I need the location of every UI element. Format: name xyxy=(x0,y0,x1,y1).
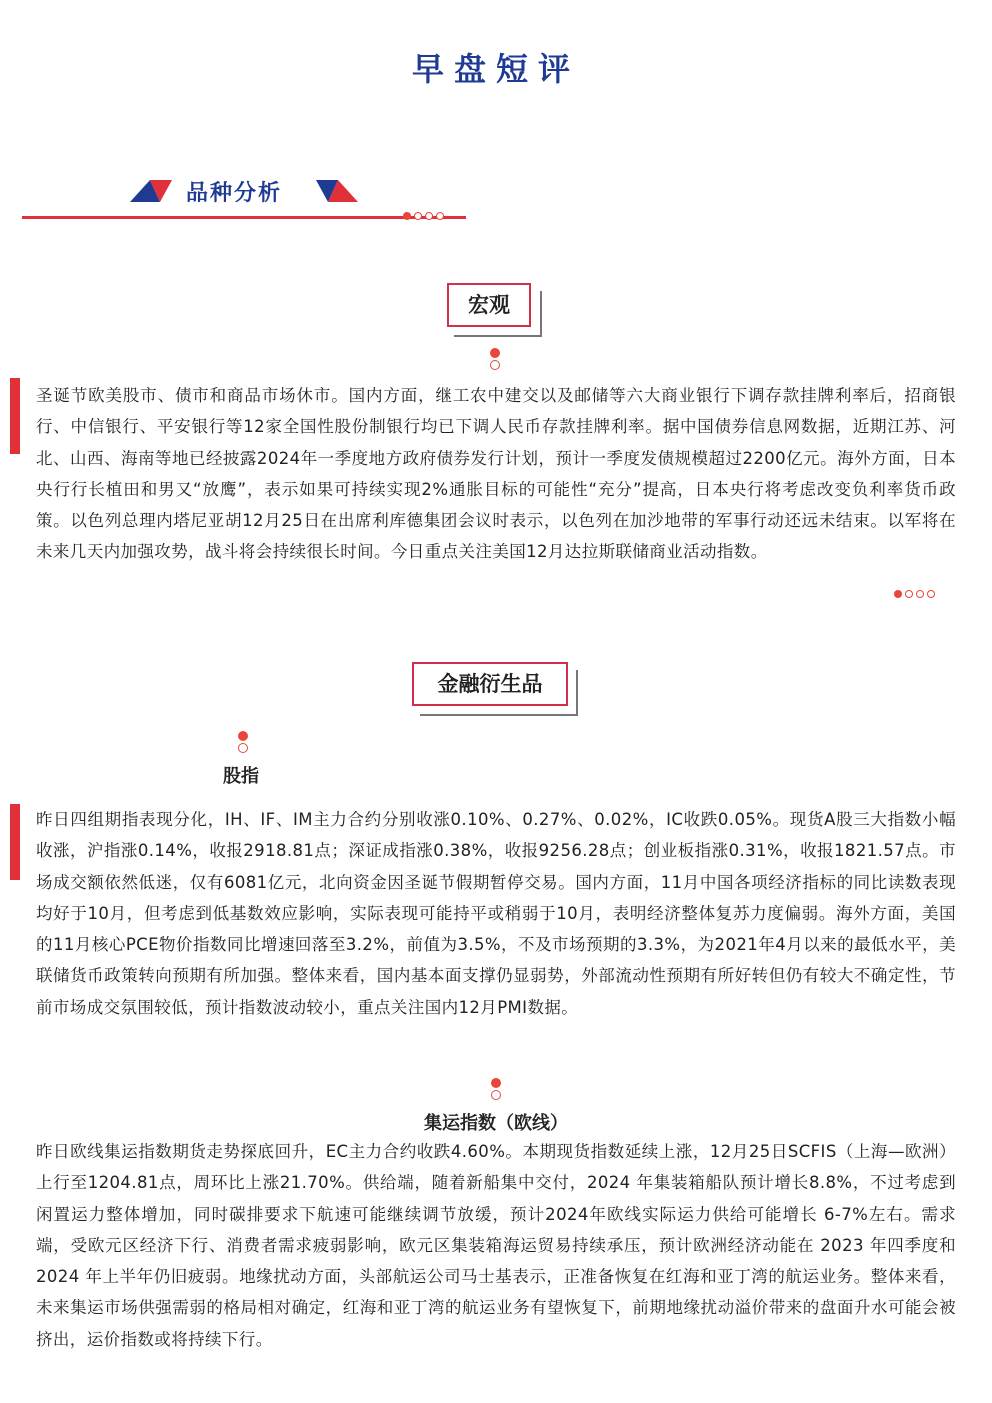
dot-ring xyxy=(490,360,500,370)
dot-ring xyxy=(436,212,444,220)
dot-ring xyxy=(905,590,913,598)
page-title: 早盘短评 xyxy=(411,50,580,88)
paragraph-marker xyxy=(10,804,20,880)
dot-ring xyxy=(916,590,924,598)
vertical-dots xyxy=(491,1078,501,1100)
container-index-paragraph: 昨日欧线集运指数期货走势探底回升，EC主力合约收跌4.60%。本期现货指数延续上涨，12月25日SCFIS（上海—欧洲）上行至1204.81点，周环比上涨21.70%。供给端，随着新船集中交付，2024 年集装箱船队预计增长8.8%，不过考虑到闲置运力整体增加，同时碳排要求下航速可能继续调节放缓，预计2024年欧线实际运力供给可能增长 6-7%左右。需求端，受欧元区经济下行、消费者需求疲弱影响，欧元区集装箱海运贸易持续承压，预计欧洲经济动能在 2023 年四季度和 2024 年上半年仍旧疲弱。地缘扰动方面，头部航运公司马士基表示，正准备恢复在红海和亚丁湾的航运业务。整体来看，未来集运市场供强需弱的格局相对确定，红海和亚丁湾的航运业务有望恢复下，前期地缘扰动溢价带来的盘面升水可能会被挤出，运价指数或将持续下行。 xyxy=(36,1142,956,1349)
vertical-dots xyxy=(238,731,248,753)
dot-ring xyxy=(414,212,422,220)
chevron-icon-left xyxy=(130,180,174,204)
dot-ring xyxy=(491,1090,501,1100)
index-futures-heading: 股指 xyxy=(223,766,259,787)
macro-label: 宏观 xyxy=(447,283,531,327)
container-index-heading: 集运指数（欧线） xyxy=(424,1113,568,1134)
dot-filled xyxy=(894,590,902,598)
chevron-icon-right xyxy=(316,180,360,204)
macro-paragraph: 圣诞节欧美股市、债市和商品市场休市。国内方面，继工农中建交以及邮储等六大商业银行下调存款挂牌利率后，招商银行、中信银行、平安银行等12家全国性股份制银行均已下调人民币存款挂牌利率。据中国债券信息网数据，近期江苏、河北、山西、海南等地已经披露2024年一季度地方政府债券发行计划，预计一季度发债规模超过2200亿元。海外方面，日本央行行长植田和男又“放鹰”，表示如果可持续实现2%通胀目标的可能性“充分”提高，日本央行将考虑改变负利率货币政策。以色列总理内塔尼亚胡12月25日在出席利库德集团会议时表示，以色列在加沙地带的军事行动还远未结束。以军将在未来几天内加强攻势，战斗将会持续很长时间。今日重点关注美国12月达拉斯联储商业活动指数。 xyxy=(36,386,956,562)
decor-dots xyxy=(894,590,935,598)
dot-filled xyxy=(491,1078,501,1088)
dot-ring xyxy=(238,743,248,753)
dot-filled xyxy=(403,212,411,220)
derivatives-label: 金融衍生品 xyxy=(412,662,568,706)
dot-ring xyxy=(425,212,433,220)
dot-ring xyxy=(927,590,935,598)
vertical-dots xyxy=(490,348,500,370)
section-underline xyxy=(22,216,466,219)
dot-filled xyxy=(490,348,500,358)
decor-dots xyxy=(403,212,444,220)
dot-filled xyxy=(238,731,248,741)
section-title: 品种分析 xyxy=(186,181,283,206)
paragraph-marker xyxy=(10,378,20,454)
index-futures-paragraph: 昨日四组期指表现分化，IH、IF、IM主力合约分别收涨0.10%、0.27%、0.02%，IC收跌0.05%。现货A股三大指数小幅收涨，沪指涨0.14%，收报2918.81点；深证成指涨0.38%，收报9256.28点；创业板指涨0.31%，收报1821.57点。市场成交额依然低迷，仅有6081亿元，北向资金因圣诞节假期暂停交易。国内方面，11月中国各项经济指标的同比读数表现均好于10月，但考虑到低基数效应影响，实际表现可能持平或稍弱于10月，表明经济整体复苏力度偏弱。海外方面，美国的11月核心PCE物价指数同比增速回落至3.2%，前值为3.5%，不及市场预期的3.3%，为2021年4月以来的最低水平，美联储货币政策转向预期有所加强。整体来看，国内基本面支撑仍显弱势，外部流动性预期有所好转但仍有较大不确定性，节前市场成交氛围较低，预计指数波动较小，重点关注国内12月PMI数据。 xyxy=(36,810,956,1017)
